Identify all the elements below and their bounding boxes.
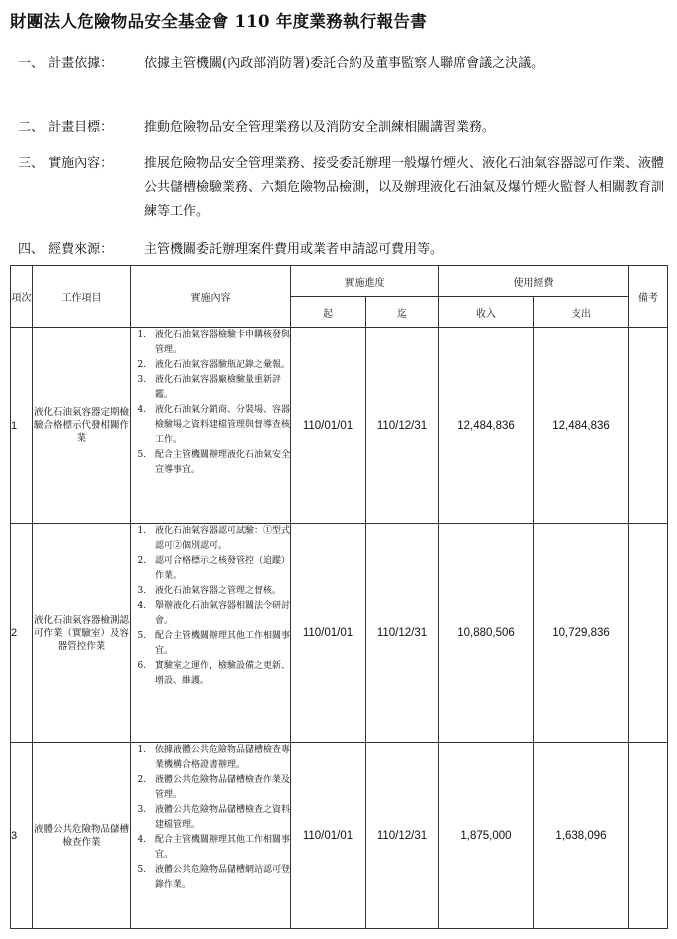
row-expense: 12,484,836: [534, 328, 629, 524]
step-list: [131, 524, 290, 689]
row-start: 110/01/01: [291, 743, 366, 929]
row-end: 110/12/31: [366, 743, 439, 929]
header-progress: 實施進度: [291, 266, 439, 297]
list-item: 5. 液體公共危險物品儲槽網站認可登錄作業。: [149, 863, 290, 893]
row-item: 液化石油氣容器檢測認可作業（實驗室）及容器管控作業: [33, 524, 131, 743]
list-item: 4. 配合主管機關辦理其他工作相關事宜。: [149, 833, 290, 863]
list-item: 6. 實驗室之運作，檢驗設備之更新、增設、維護。: [149, 659, 290, 689]
list-item: 3. 液化石油氣容器廠檢驗量重新評鑑。: [149, 373, 290, 403]
row-start: 110/01/01: [291, 524, 366, 743]
row-income: 1,875,000: [439, 743, 534, 929]
row-end: 110/12/31: [366, 328, 439, 524]
header-item: 工作項目: [33, 266, 131, 328]
header-expense: 支出: [534, 297, 629, 328]
list-item: 1. 依據液體公共危險物品儲槽檢查專業機構合格證書辦理。: [149, 743, 290, 773]
list-item: 3. 液體公共危險物品儲槽檢查之資料建檔管理。: [149, 803, 290, 833]
list-item: 2. 液體公共危險物品儲槽檢查作業及管理。: [149, 773, 290, 803]
section-heading: 一、 計畫依據：: [18, 56, 114, 71]
list-item: 4. 舉辦液化石油氣容器相關法令研討會。: [149, 599, 290, 629]
table-row: [11, 328, 668, 524]
list-item: 1. 液化石油氣容器檢驗卡申購核發與管理。: [149, 328, 290, 358]
row-remark: [629, 743, 668, 929]
document-title: 財團法人危險物品安全基金會 110 年度業務執行報告書: [10, 12, 428, 31]
section-heading: 二、 計畫目標：: [18, 120, 114, 135]
row-index: 3: [11, 743, 33, 929]
header-remark: 備考: [629, 266, 668, 328]
row-item: 液化石油氣容器定期檢驗合格標示代發相關作業: [33, 328, 131, 524]
row-end: 110/12/31: [366, 524, 439, 743]
header-start: 起: [291, 297, 366, 328]
row-content: [131, 524, 291, 743]
section-heading: 三、 實施內容：: [18, 156, 114, 171]
row-income: 10,880,506: [439, 524, 534, 743]
section-body: 推展危險物品安全管理業務、接受委託辦理一般爆竹煙火、液化石油氣容器認可作業、液體公共儲槽檢驗業務、六類危險物品檢測，以及辦理液化石油氣及爆竹煙火監督人相關教育訓練等工作。: [144, 156, 665, 219]
table-row: [11, 524, 668, 743]
row-content: [131, 743, 291, 929]
step-list: [131, 328, 290, 478]
list-item: 5. 配合主管機關辦理其他工作相關事宜。: [149, 629, 290, 659]
list-item: 2. 液化石油氣容器驗瓶記錄之彙報。: [149, 358, 290, 373]
list-item: 3. 液化石油氣容器之管理之督核。: [149, 584, 290, 599]
section-heading: 四、 經費來源：: [18, 242, 114, 257]
section-body: 主管機關委託辦理案件費用或業者申請認可費用等。: [144, 242, 444, 257]
row-index: 1: [11, 328, 33, 524]
header-income: 收入: [439, 297, 534, 328]
list-item: 1. 液化石油氣容器認可試驗：①型式認可②個別認可。: [149, 524, 290, 554]
row-remark: [629, 328, 668, 524]
step-list: [131, 743, 290, 893]
header-content: 實施內容: [131, 266, 291, 328]
header-index: 項次: [11, 266, 33, 328]
row-item: 液體公共危險物品儲槽檢查作業: [33, 743, 131, 929]
header-end: 迄: [366, 297, 439, 328]
row-index: 2: [11, 524, 33, 743]
section-body: 依據主管機關(內政部消防署)委託合約及董事監察人聯席會議之決議。: [144, 56, 545, 71]
list-item: 2. 認可合格標示之核發管控（追蹤）作業。: [149, 554, 290, 584]
table-row: [11, 743, 668, 929]
list-item: 5. 配合主管機關辦理液化石油氣安全宣導事宜。: [149, 448, 290, 478]
list-item: 4. 液化石油氣分銷商、分裝場、容器檢驗場之資料建檔管理與督導查核工作。: [149, 403, 290, 448]
section-body: 推動危險物品安全管理業務以及消防安全訓練相關講習業務。: [144, 120, 496, 135]
table-header-row: [11, 266, 668, 297]
row-expense: 1,638,096: [534, 743, 629, 929]
row-content: [131, 328, 291, 524]
header-funds: 使用經費: [439, 266, 629, 297]
row-expense: 10,729,836: [534, 524, 629, 743]
row-remark: [629, 524, 668, 743]
row-income: 12,484,836: [439, 328, 534, 524]
row-start: 110/01/01: [291, 328, 366, 524]
work-items-table: [10, 265, 668, 929]
